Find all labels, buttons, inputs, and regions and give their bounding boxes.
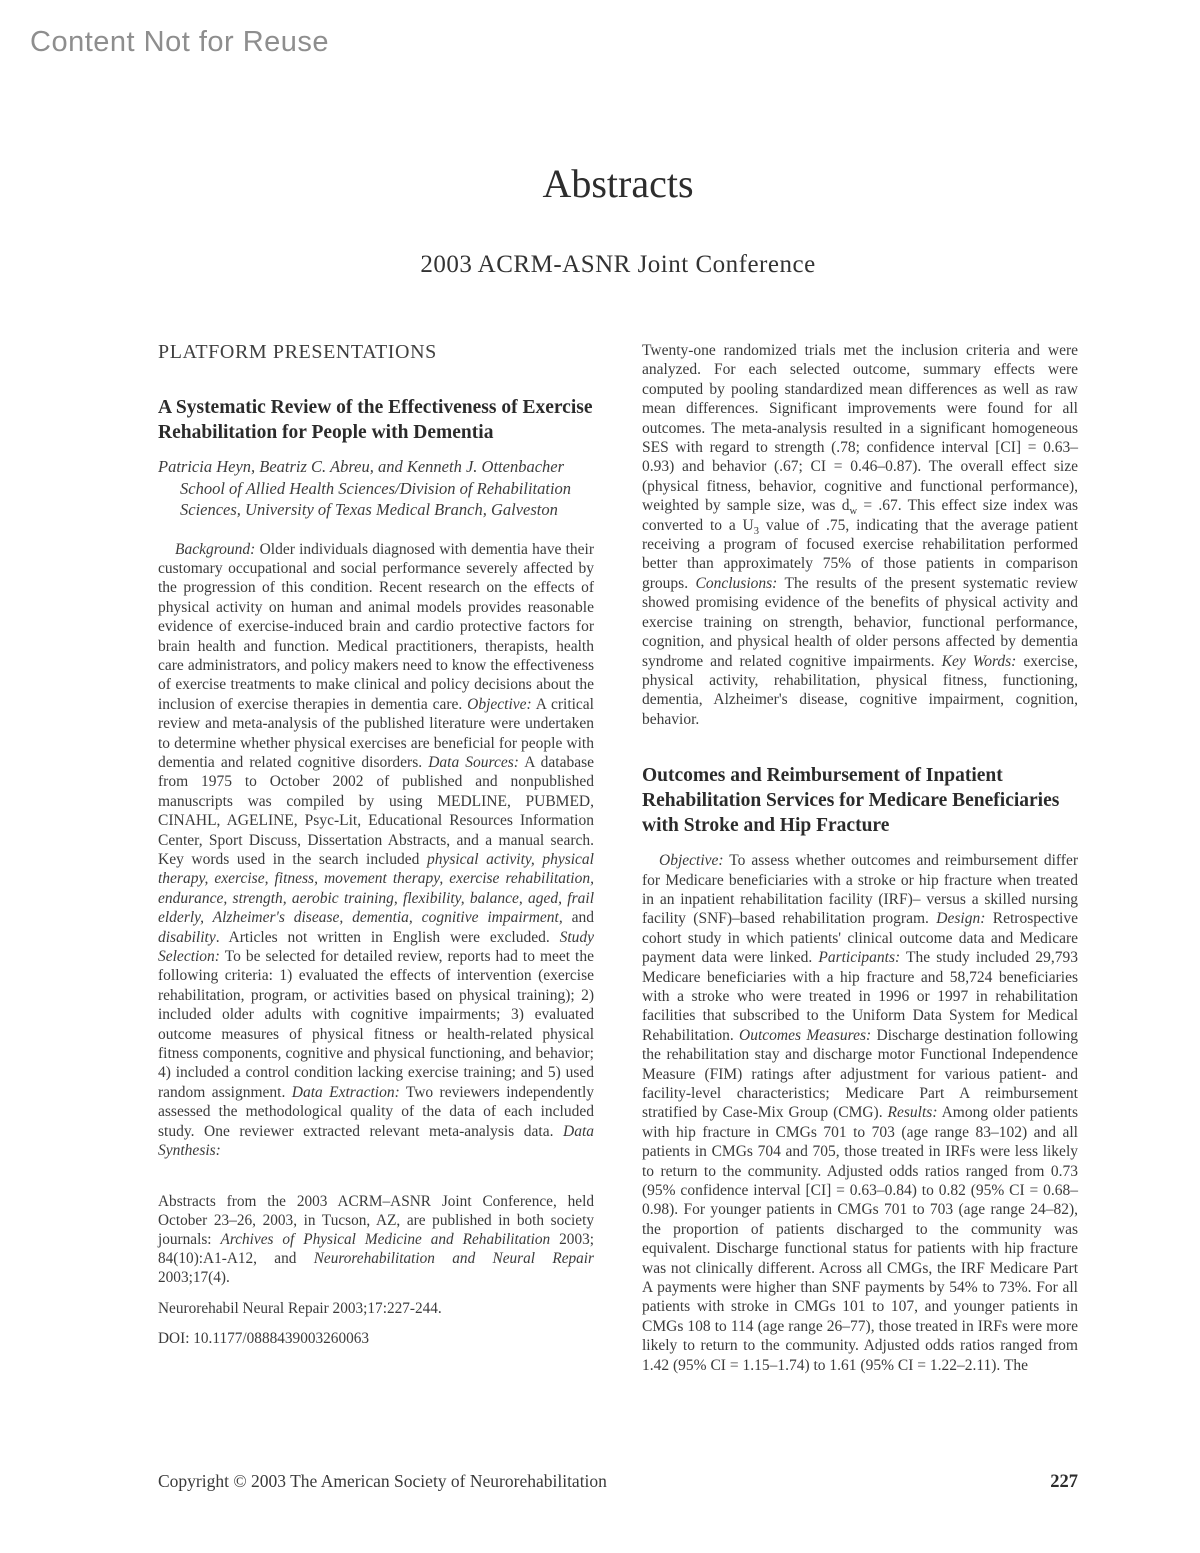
footnote-block bbox=[158, 1192, 594, 1348]
content-not-for-reuse-watermark: Content Not for Reuse bbox=[30, 26, 330, 58]
abstract2-title: Outcomes and Reimbursement of Inpatient Rehabilitation Services for Medicare Beneficiaries with Stroke and Hip Fracture bbox=[642, 765, 1060, 837]
abstract1-body: Background: Older individuals diagnosed with dementia have their customary occupational and social performance severely affected by the progression of this condition. Recent research on the effects of physical activity on human and animal models provides reasonable evidence of exercise-induced brain and cardio protective factors for brain health and function. Medical practitioners, therapists, health care administrators, and policy makers need to know the effectiveness of exercise treatments to make clinical and policy decisions about the inclusion of exercise therapies in dementia care. Objective: A critical review and meta-analysis of the published literature were undertaken to determine whether physical exercises are beneficial for people with dementia and related cognitive disorders. Data Sources: A database from 1975 to October 2002 of published and nonpublished manuscripts was compiled by using MEDLINE, PUBMED, CINAHL, AGELINE, Psyc-Lit, Educational Resources Information Center, Sport Discuss, Dissertation Abstracts, and a manual search. Key words used in the search included physical activity, physical therapy, exercise, fitness, movement therapy, exercise rehabilitation, endurance, strength, aerobic training, flexibility, balance, aged, frail elderly, Alzheimer's disease, dementia, cognitive impairment, and disability. Articles not written in English were excluded. Study Selection: To be selected for detailed review, reports had to meet the following criteria: 1) evaluated the effects of intervention (exercise rehabilitation, program, or activities based on physical training); 2) included older adults with cognitive impairments; 3) evaluated outcome measures of physical fitness or health-related physical fitness components, cognitive and physical functioning, and behavior; 4) included a control condition lacking exercise training; and 5) used random assignment. Data Extraction: Two reviewers independently assessed the methodological quality of the data of each included study. One reviewer extracted relevant meta-analysis data. Data Synthesis: bbox=[158, 540, 595, 1160]
conference-subtitle: 2003 ACRM-ASNR Joint Conference bbox=[420, 251, 816, 278]
page-title: Abstracts bbox=[542, 161, 694, 206]
abstract2-body: Objective: To assess whether outcomes and reimbursement differ for Medicare beneficiaries with a stroke or hip fracture when treated in an inpatient rehabilitation facility (IRF)– versus a skilled nursing facility (SNF)–based rehabilitation program. Design: Retrospective cohort study in which patients' clinical outcome data and Medicare payment data were linked. Participants: The study included 29,793 Medicare beneficiaries with a hip fracture and 58,724 beneficiaries with a stroke who were treated in 1996 or 1997 in rehabilitation facilities that subscribed to the Uniform Data System for Medical Rehabilitation. Outcomes Measures: Discharge destination following the rehabilitation stay and discharge motor Functional Independence Measure (FIM) ratings after adjustment for various patient- and facility-level characteristics; Medicare Part A reimbursement stratified by Case-Mix Group (CMG). Results: Among older patients with hip fracture in CMGs 701 to 703 (age range 83–102) and all patients in CMGs 704 and 705, those treated in IRFs were less likely to return to the community. Adjusted odds ratios ranged from 0.73 (95% confidence interval [CI] = 0.63–0.84) to 0.82 (95% CI = 0.68–0.98). For younger patients in CMGs 701 to 703 (age range 24–82), the proportion of patients discharged to the community was equivalent. Discharge functional status for patients with hip fracture was not clinically different. Across all CMGs, the IRF Medicare Part A payments were higher than SNF payments by 54% to 73%. For all patients with stroke in CMGs 101 to 107, and younger patients in CMGs 108 to 114 (age range 26–77), those treated in IRFs were more likely to return to the community. Adjusted odds ratios ranged from 1.42 (95% CI = 1.15–1.74) to 1.61 (95% CI = 1.22–2.11). The bbox=[642, 852, 1079, 1374]
page-footer bbox=[158, 1471, 1078, 1493]
footnote-doi: DOI: 10.1177/0888439003260063 bbox=[158, 1329, 370, 1347]
abstract1-title: A Systematic Review of the Effectiveness of Exercise Rehabilitation for People with Dementia bbox=[158, 397, 593, 443]
section-heading-platform-presentations: PLATFORM PRESENTATIONS bbox=[158, 341, 437, 363]
abstract1-affiliation: School of Allied Health Sciences/Division of Rehabilitation Sciences, University of Texas Medical Branch, Galveston bbox=[180, 478, 572, 519]
right-column bbox=[642, 341, 1078, 1375]
page-number: 227 bbox=[1050, 1472, 1078, 1492]
two-column-layout bbox=[158, 341, 1078, 1375]
footer-copyright: Copyright © 2003 The American Society of Neurorehabilitation bbox=[158, 1471, 607, 1491]
left-column bbox=[158, 341, 594, 1375]
abstract1-body-continuation: Twenty-one randomized trials met the inclusion criteria and were analyzed. For each selected outcome, summary effects were computed by pooling standardized mean differences as well as raw mean differences. Significant improvements were found for all outcomes. The meta-analysis resulted in a significant homogeneous SES with regard to strength (.78; confidence interval [CI] = 0.63–0.93) and behavior (.67; CI = 0.46–0.87). The overall effect size (physical fitness, behavior, cognitive and functional performance), weighted by sample size, was $d_w = .67$. This effect size index was converted to a $U_3$ value of .75, indicating that the average patient receiving a program of focused exercise rehabilitation performed better than approximately 75% of those patients in comparison groups. Conclusions: The results of the present systematic review showed promising evidence of the benefits of physical activity and exercise training on strength, behavior, functional performance, cognition, and physical health of older persons affected by dementia syndrome and related cognitive impairments. Key Words: exercise, physical activity, rehabilitation, physical fitness, functioning, dementia, Alzheimer's disease, cognitive impairment, cognition, behavior. bbox=[642, 342, 1078, 728]
footnote-publication-note: Abstracts from the 2003 ACRM–ASNR Joint Conference, held October 23–26, 2003, in Tucson, AZ, are published in both society journals: Archives of Physical Medicine and Rehabilitation 2003; 84(10):A1-A12, and Neurorehabilitation and Neural Repair 2003;17(4). bbox=[158, 1192, 595, 1287]
footnote-citation: Neurorehabil Neural Repair 2003;17:227-244. bbox=[158, 1299, 442, 1317]
abstract1-authors: Patricia Heyn, Beatriz C. Abreu, and Kenneth J. Ottenbacher bbox=[158, 457, 565, 476]
